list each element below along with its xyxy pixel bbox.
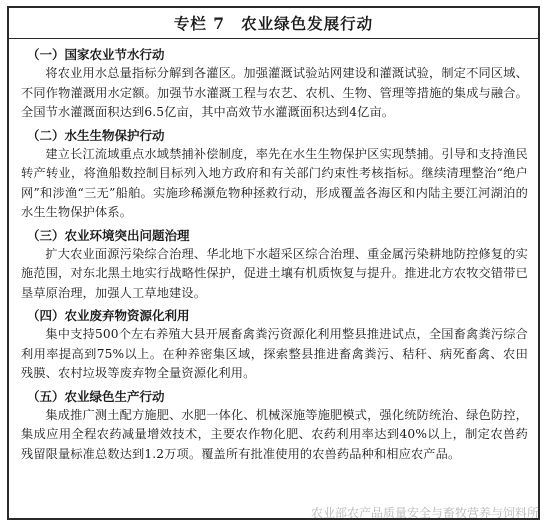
column-title: 农业绿色发展行动 [241, 14, 374, 33]
section [21, 387, 528, 465]
section-title: （一）国家农业节水行动 [27, 47, 165, 62]
column-content [9, 39, 538, 464]
section-text: 扩大农业面源污染综合治理、华北地下水超采区综合治理、重金属污染耕地防控修复的实施范围，对东北黑土地实行战略性保护，促进土壤有机质恢复与提升。推进北方农牧交错带已垦草原治理，加强人工草地建设。 [21, 246, 528, 300]
section [21, 126, 528, 223]
section [21, 45, 528, 123]
column-number: 专栏 7 [173, 14, 226, 33]
column-box [7, 6, 540, 520]
column-header [9, 8, 538, 39]
section-title: （二）水生生物保护行动 [27, 127, 165, 143]
section [21, 306, 528, 384]
section-text: 集中支持500个左右养殖大县开展畜禽粪污资源化利用整县推进试点，全国畜禽粪污综合利用率提高到75%以上。在种养密集区域，探索整县推进畜禽粪污、秸秆、病死畜禽、农田残膜、农村垃圾等废弃物全量资源化利用。 [21, 327, 528, 380]
section-text: 建立长江流域重点水域禁捕补偿制度，率先在水生生物保护区实现禁捕。引导和支持渔民转产转业，将渔船数控制目标列入地方政府和有关部门约束性考核指标。继续清理整治“绝户网”和涉渔“三无”船舶。实施珍稀濒危物种拯救行动，形成覆盖各海区和内陆主要江河湖泊的水生生物保护体系。 [21, 146, 528, 219]
section [21, 226, 528, 304]
watermark: 农业部农产品质量安全与畜牧营养与饲料所 [310, 506, 539, 520]
section-text: 将农业用水总量指标分解到各灌区。加强灌溉试验站网建设和灌溉试验，制定不同区域、不同作物灌溉用水定额。加强节水灌溉工程与农艺、农机、生物、管理等措施的集成与融合。全国节水灌溉面积达到6.5亿亩，其中高效节水灌溉面积达到4亿亩。 [21, 66, 528, 119]
section-text: 集成推广测土配方施肥、水肥一体化、机械深施等施肥模式，强化统防统治、绿色防控，集成应用全程农药减量增效技术，主要农作物化肥、农药利用率达到40%以上，制定农兽药残留限量标准总数达到1.2万项。覆盖所有批准使用的农兽药品种和相应农产品。 [21, 407, 528, 461]
section-title: （四）农业废弃物资源化利用 [27, 308, 190, 323]
section-title: （三）农业环境突出问题治理 [27, 227, 190, 243]
section-title: （五）农业绿色生产行动 [27, 388, 165, 404]
